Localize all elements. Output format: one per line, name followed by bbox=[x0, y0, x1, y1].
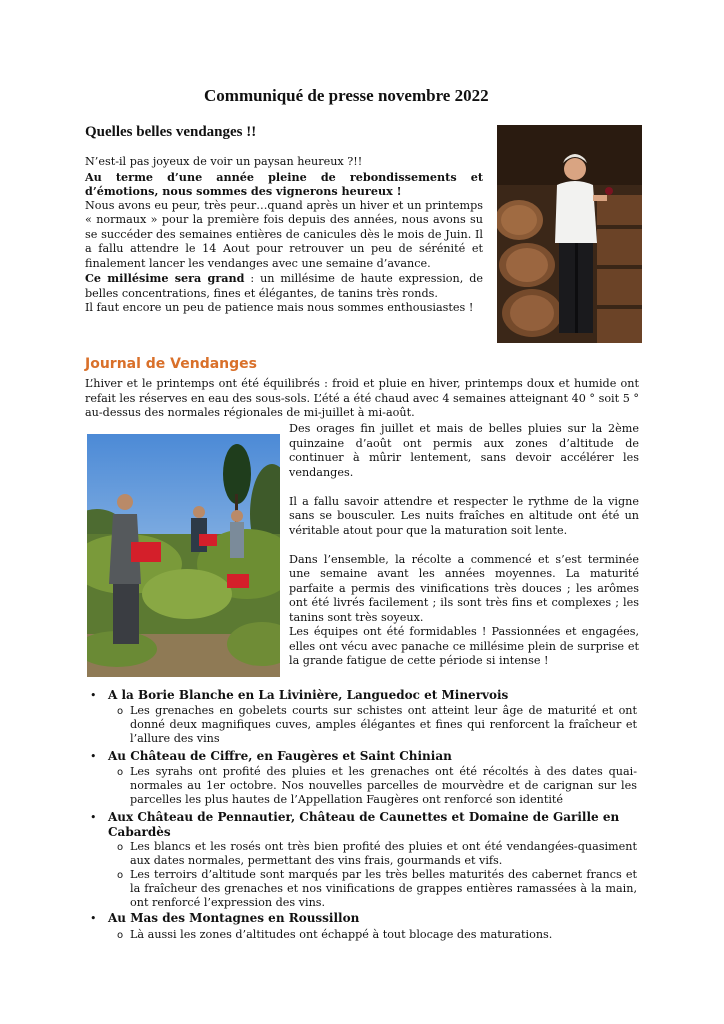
journal-storms: Des orages fin juillet et mais de belles pluies sur la 2ème quinzaine d’août ont permis aux zones d’altitude de continuer à mûrir lentement, sans devoir accélérer les vendanges. bbox=[289, 422, 639, 479]
bullet: • bbox=[90, 811, 97, 824]
spacer bbox=[289, 538, 639, 553]
intro-block bbox=[85, 155, 483, 316]
winemaker-photo bbox=[497, 125, 642, 343]
intro-paragraph: Nous avons eu peur, très peur…quand après un hiver et un printemps « normaux » pour la première fois depuis des années, nous avons su se succéder des semaines entières de canicules dès le mois de Juin. Il a fallu attendre le 14 Aout pour retrouver un peu de sérénité et finalement lancer les vendanges avec une semaine d’avance. bbox=[85, 198, 483, 270]
sub-bullet: o bbox=[117, 767, 124, 778]
bullet: • bbox=[90, 912, 97, 925]
journal-heading: Journal de Vendanges bbox=[85, 356, 257, 372]
intro-bold: Au terme d’une année pleine de rebondissements et d’émotions, nous sommes des vignerons heureux ! bbox=[85, 169, 483, 198]
vintage-text: : un millésime de haute expression, de belles concentrations, fines et élégantes, de tanins très ronds. bbox=[85, 272, 483, 300]
harvest-photo bbox=[87, 434, 280, 677]
sub-bullet: o bbox=[117, 706, 124, 717]
page-title: Communiqué de presse novembre 2022 bbox=[204, 86, 489, 105]
main-heading: Quelles belles vendanges !! bbox=[85, 124, 257, 140]
section-text: Les syrahs ont profité des pluies et les grenaches ont été récoltés à des dates quai-normales au 1er octobre. Nos nouvelles parcelles de mourvèdre et de carignan sur les parcelles les plus hautes de l’Appellation Faugères ont renforcé son identité bbox=[130, 765, 637, 806]
section-ciffre: Au Château de Ciffre, en Faugères et Saint Chinian bbox=[108, 749, 452, 763]
spacer bbox=[289, 480, 639, 495]
intro-vintage bbox=[85, 271, 483, 301]
section-pennautier: Aux Château de Pennautier, Château de Caunettes et Domaine de Garille en bbox=[108, 810, 620, 824]
section-pennautier-cont: Cabardès bbox=[108, 825, 171, 839]
sub-bullet: o bbox=[117, 842, 124, 853]
vintage-bold: Ce millésime sera grand bbox=[85, 271, 245, 285]
bullet: • bbox=[90, 750, 97, 763]
journal-harvest: Dans l’ensemble, la récolte a commencé et s’est terminée une semaine avant les années moyennes. La maturité parfaite a permis des vinifications très douces ; les arômes ont été livrés facilement ; ils sont très fins et complexes ; les tanins sont très soyeux. bbox=[289, 552, 639, 624]
sub-bullet: o bbox=[117, 930, 124, 941]
intro-closing: Il faut encore un peu de patience mais nous sommes enthousiastes ! bbox=[85, 301, 474, 314]
sub-bullet: o bbox=[117, 870, 124, 881]
winemaker-illustration bbox=[497, 125, 642, 343]
journal-column bbox=[289, 422, 639, 669]
section-text: Là aussi les zones d’altitudes ont échappé à tout blocage des maturations. bbox=[130, 928, 553, 941]
harvest-illustration bbox=[87, 434, 280, 677]
intro-line: N’est-il pas joyeux de voir un paysan heureux ?!! bbox=[85, 155, 363, 168]
bullet: • bbox=[90, 689, 97, 702]
journal-patience: Il a fallu savoir attendre et respecter le rythme de la vigne sans se bousculer. Les nuits fraîches en altitude ont été un véritable atout pour que la maturation soit lente. bbox=[289, 494, 639, 537]
section-text: Les grenaches en gobelets courts sur schistes ont atteint leur âge de maturité et ont donné deux magnifiques cuves, amples élégantes et fines qui renforcent la fraîcheur et l’allure des vins bbox=[130, 704, 637, 745]
section-text: Les blancs et les rosés ont très bien profité des pluies et ont été vendangées-quasiment aux dates normales, permettant des vins frais, gourmands et vifs. bbox=[130, 840, 637, 867]
section-text: Les terroirs d’altitude sont marqués par les très belles maturités des cabernet francs et la fraîcheur des grenaches et nos vinifications de grappes entières ramassées à la main, ont renforcé l’expression des vins. bbox=[130, 868, 637, 909]
journal-teams: Les équipes ont été formidables ! Passionnées et engagées, elles ont vécu avec panache ce millésime plein de surprise et la grande fatigue de cette période si intense ! bbox=[289, 625, 639, 667]
journal-intro: L’hiver et le printemps ont été équilibrés : froid et pluie en hiver, printemps doux et humide ont refait les réserves en eau des sous-sols. L’été a été chaud avec 4 semaines atteignant 40 ° soit 5 ° au-dessus des normales régionales de mi-juillet à mi-août. bbox=[85, 377, 639, 419]
section-mas-montagnes: Au Mas des Montagnes en Roussillon bbox=[108, 911, 360, 925]
section-borie-blanche: A la Borie Blanche en La Livinière, Languedoc et Minervois bbox=[108, 688, 509, 702]
